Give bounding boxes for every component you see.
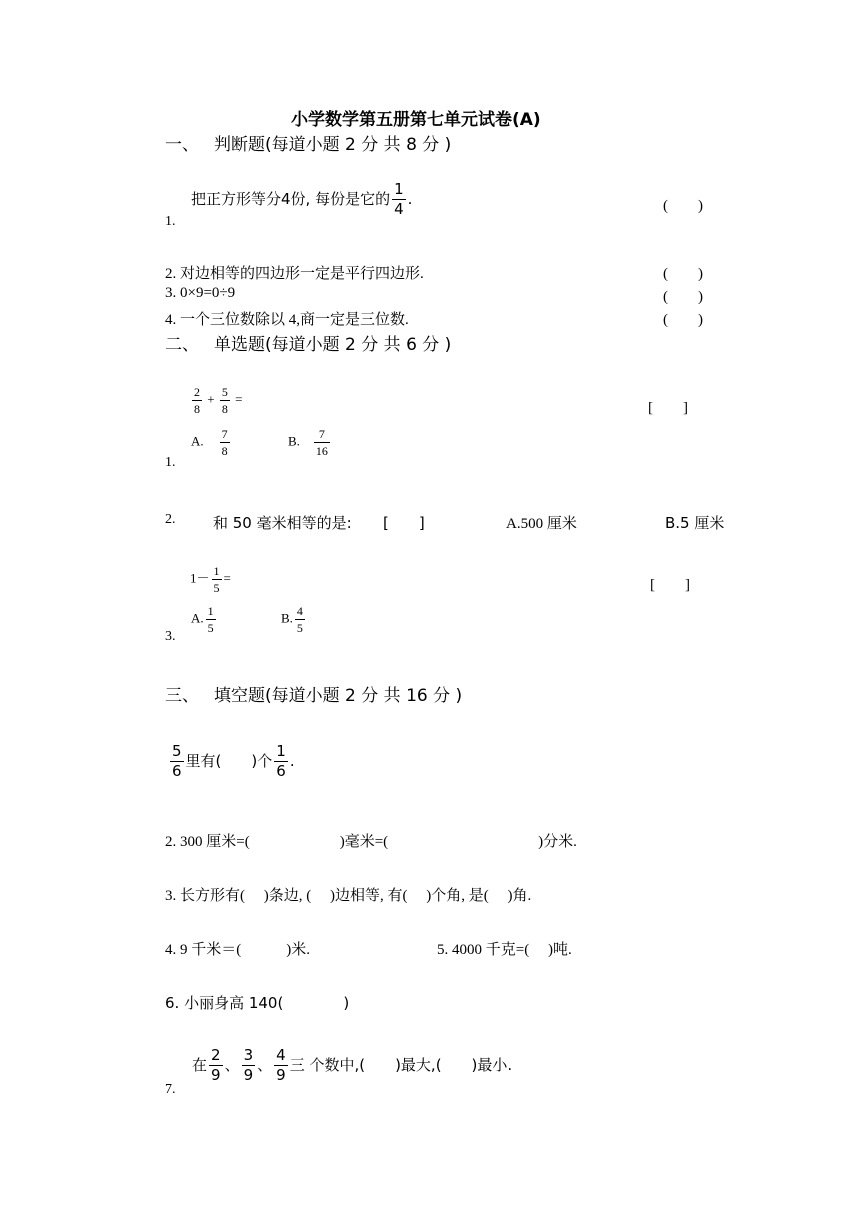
option-a-label: A. — [191, 433, 204, 449]
fraction-numerator: 1 — [394, 180, 404, 198]
choice-q1-option-b[interactable] — [288, 428, 332, 457]
choice-q3-number: 3. — [165, 629, 176, 644]
fill-q6-text: 6. 小丽身高 140( ) — [165, 994, 350, 1012]
choice-q3-option-a[interactable] — [191, 605, 218, 634]
section-3-heading: 填空题(每道小题 2 分 共 16 分 ) — [214, 686, 463, 706]
judge-q1-fraction — [392, 182, 406, 217]
fill-q7-number: 7. — [165, 1082, 176, 1097]
choice-q2-number: 2. — [165, 512, 176, 527]
fill-q4-text: 4. 9 千米＝( )米. — [165, 942, 310, 958]
fill-q7-fraction-2 — [242, 1048, 256, 1083]
equals-sign: = — [235, 391, 243, 407]
choice-q3-option-b[interactable] — [281, 605, 307, 634]
fraction-denominator: 16 — [315, 444, 328, 458]
section-1-label: 一、 — [165, 135, 199, 155]
judge-q4-text: 4. 一个三位数除以 4,商一定是三位数. — [165, 312, 409, 328]
fill-q7-prefix: 在 — [192, 1056, 208, 1074]
judge-q2-answer-paren[interactable]: ( ) — [663, 266, 703, 282]
fraction-bar — [206, 619, 216, 620]
fraction-numerator: 2 — [211, 1046, 221, 1064]
fraction-denominator: 5 — [207, 621, 214, 635]
fraction-bar — [314, 442, 330, 443]
fraction-numerator: 1 — [213, 564, 220, 578]
separator: 、 — [224, 1056, 240, 1074]
minuend: 1－ — [190, 570, 210, 586]
judge-q1-number: 1. — [165, 214, 176, 229]
fraction-denominator: 4 — [394, 200, 404, 218]
fill-q7-statement — [192, 1048, 512, 1083]
separator: 、 — [257, 1056, 273, 1074]
choice-q1-answer-bracket[interactable]: [ ] — [648, 400, 688, 416]
choice-q1-option-a[interactable] — [191, 428, 232, 457]
judge-q1-answer-paren[interactable]: ( ) — [663, 198, 703, 214]
choice-q3-answer-bracket[interactable]: [ ] — [650, 577, 690, 593]
judge-q3-text: 3. 0×9=0÷9 — [165, 285, 236, 301]
fill-q1-period: . — [289, 752, 295, 770]
fill-q1-fraction-b — [274, 744, 288, 779]
fraction-numerator: 4 — [276, 1046, 286, 1064]
fill-q1-statement — [168, 744, 295, 779]
judge-q2-text: 2. 对边相等的四边形一定是平行四边形. — [165, 266, 424, 282]
judge-q4-answer-paren[interactable]: ( ) — [663, 312, 703, 328]
fraction-denominator: 6 — [172, 762, 182, 780]
fraction-numerator: 5 — [172, 742, 182, 760]
fill-q1-text: 里有( )个 — [185, 752, 273, 770]
fraction-bar — [220, 400, 230, 401]
fill-q7-text: 三 个数中,( )最大,( )最小. — [289, 1056, 513, 1074]
fill-q7-fraction-3 — [274, 1048, 288, 1083]
fill-q7-fraction-1 — [209, 1048, 223, 1083]
option-a-label: A. — [191, 610, 204, 626]
option-b-label: B. — [288, 433, 300, 449]
fill-q1-fraction-a — [170, 744, 184, 779]
choice-q1-number: 1. — [165, 455, 176, 470]
option-a-fraction — [206, 605, 216, 634]
section-3-label: 三、 — [165, 686, 199, 706]
judge-q1-statement — [191, 182, 412, 217]
choice-q1-fraction-a — [192, 386, 202, 415]
judge-q3-answer-paren[interactable]: ( ) — [663, 289, 703, 305]
choice-q2-answer-bracket[interactable]: [ ] — [383, 514, 425, 532]
choice-q1-expression — [190, 386, 242, 415]
fraction-bar — [192, 400, 202, 401]
fraction-denominator: 8 — [194, 402, 200, 416]
option-b-fraction — [295, 605, 305, 634]
choice-q2-text: 和 50 毫米相等的是: — [213, 514, 352, 532]
option-b-fraction — [314, 428, 330, 457]
plus-sign: + — [207, 391, 215, 407]
section-1-heading: 判断题(每道小题 2 分 共 8 分 ) — [214, 135, 452, 155]
fraction-denominator: 9 — [243, 1066, 254, 1084]
fraction-denominator: 9 — [211, 1066, 221, 1084]
fraction-denominator: 9 — [276, 1066, 286, 1084]
section-2-heading: 单选题(每道小题 2 分 共 6 分 ) — [214, 335, 452, 355]
option-b-label: B. — [281, 610, 293, 626]
choice-q1-fraction-b — [220, 386, 230, 415]
fraction-bar — [212, 579, 222, 580]
choice-q2-option-a[interactable]: A.500 厘米 — [506, 516, 577, 532]
section-2-label: 二、 — [165, 335, 199, 355]
fill-q3-text: 3. 长方形有( )条边, ( )边相等, 有( )个角, 是( )角. — [165, 888, 532, 904]
fraction-numerator: 3 — [243, 1046, 254, 1064]
choice-q3-expression — [190, 565, 231, 594]
option-a-fraction — [220, 428, 230, 457]
fraction-numerator: 5 — [221, 385, 228, 399]
choice-q3-fraction — [212, 565, 222, 594]
choice-q2-option-b[interactable]: B.5 厘米 — [665, 514, 725, 532]
fraction-numerator: 1 — [276, 742, 286, 760]
fraction-denominator: 5 — [296, 621, 303, 635]
fraction-bar — [220, 442, 230, 443]
fraction-numerator: 2 — [194, 385, 200, 399]
fraction-bar — [295, 619, 305, 620]
judge-q1-text: 把正方形等分4份, 每份是它的 — [191, 190, 391, 208]
fraction-denominator: 8 — [221, 444, 228, 458]
fraction-denominator: 6 — [276, 762, 286, 780]
fraction-denominator: 5 — [213, 581, 220, 595]
fraction-denominator: 8 — [221, 402, 228, 416]
judge-q1-period: . — [407, 190, 413, 208]
fill-q5-text: 5. 4000 千克=( )吨. — [437, 942, 572, 958]
fraction-numerator: 7 — [221, 427, 228, 441]
fraction-numerator: 1 — [207, 604, 214, 618]
fraction-numerator: 7 — [318, 427, 325, 441]
fill-q2-text: 2. 300 厘米=( )毫米=( )分米. — [165, 834, 577, 850]
page-title: 小学数学第五册第七单元试卷(A) — [291, 110, 541, 130]
fraction-numerator: 4 — [296, 604, 303, 618]
equals-sign: = — [223, 570, 231, 586]
